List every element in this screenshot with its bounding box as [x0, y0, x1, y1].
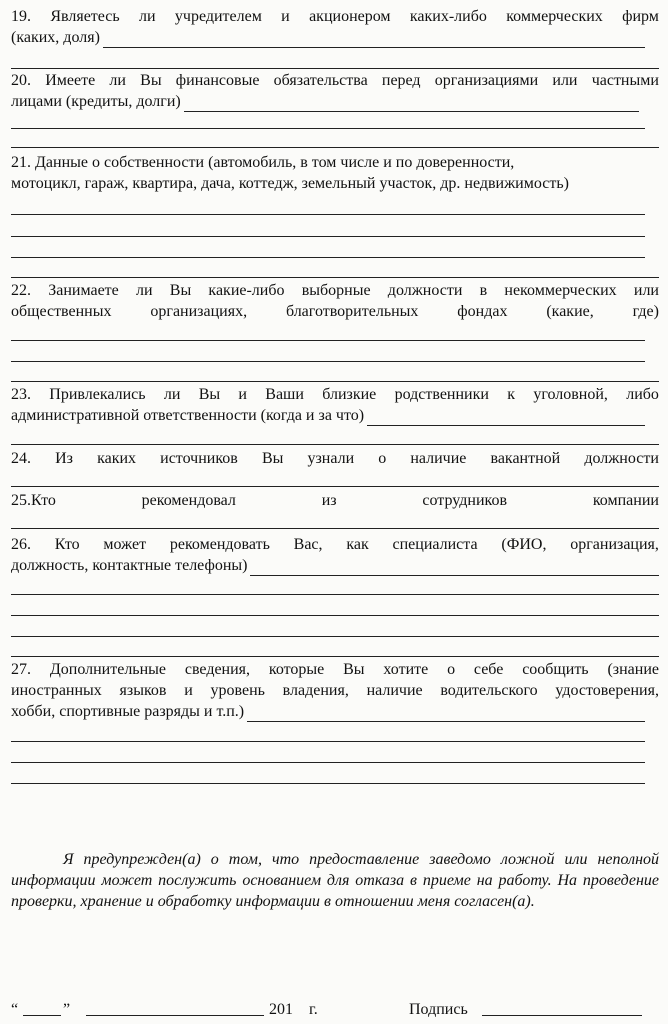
answer-21-line-1[interactable] — [11, 214, 645, 215]
answer-27-field[interactable] — [247, 706, 645, 722]
answer-27-line-2[interactable] — [11, 762, 645, 763]
question-27 — [11, 659, 659, 722]
consent-notice: Я предупрежден(а) о том, что предоставление заведомо ложной или неполной информации может послужить основанием для отказа в приеме на работу. На проведение проверки, хранение и обработку информации в отношении меня согласен(а). — [11, 851, 659, 910]
answer-19-line[interactable] — [11, 68, 659, 69]
date-day-field[interactable] — [23, 1015, 61, 1016]
question-21-line2: мотоцикл, гараж, квартира, дача, коттедж, земельный участок, др. недвижимость) — [11, 175, 569, 192]
question-26-line1: 26. Кто может рекомендовать Вас, как специалиста (ФИО, организация, — [11, 536, 659, 553]
question-27-line3: хобби, спортивные разряды и т.п.) — [11, 703, 245, 720]
answer-22-line-2[interactable] — [11, 361, 645, 362]
question-19-line2: (каких, доля) — [11, 29, 100, 46]
question-24: 24. Из каких источников Вы узнали о наличие вакантной должности — [11, 450, 659, 467]
answer-26-field[interactable] — [250, 560, 659, 576]
answer-21-line-4[interactable] — [11, 277, 659, 278]
date-open-quote: “ — [11, 1001, 19, 1018]
question-25: 25.Кто рекомендовал из сотрудников компании — [11, 492, 659, 509]
answer-27-line-1[interactable] — [11, 741, 645, 742]
question-21-line1: 21. Данные о собственности (автомобиль, в том числе и по доверенности, — [11, 154, 515, 171]
answer-23-line[interactable] — [11, 444, 659, 445]
question-20-line1: 20. Имеете ли Вы финансовые обязательства перед организациями или частными — [11, 72, 659, 89]
question-26 — [11, 534, 659, 576]
answer-21-line-2[interactable] — [11, 236, 645, 237]
date-close-quote: ” — [63, 1001, 71, 1018]
question-19-line1: 19. Являетесь ли учредителем и акционером каких-либо коммерческих фирм — [11, 8, 659, 25]
date-year: 201 — [269, 1001, 293, 1018]
answer-20-line-1[interactable] — [11, 128, 645, 129]
answer-19-field[interactable] — [103, 32, 645, 48]
question-23-line2: административной ответственности (когда и за что) — [11, 407, 365, 424]
question-22-line2: общественных организациях, благотворительных фондах (какие, где) — [11, 303, 659, 320]
question-27-line1: 27. Дополнительные сведения, которые Вы хотите о себе сообщить (знание — [11, 661, 659, 678]
question-22 — [11, 280, 659, 322]
answer-23-field[interactable] — [367, 410, 645, 426]
answer-27-line-3[interactable] — [11, 783, 645, 784]
answer-26-line-2[interactable] — [11, 615, 659, 616]
question-23 — [11, 384, 659, 426]
question-22-line1: 22. Занимаете ли Вы какие-либо выборные должности в некоммерческих или — [11, 282, 659, 299]
signature-row — [11, 997, 659, 1019]
question-23-line1: 23. Привлекались ли Вы и Ваши близкие родственники к уголовной, либо — [11, 386, 659, 403]
answer-20-line-2[interactable] — [11, 147, 659, 148]
question-20 — [11, 70, 659, 112]
question-19 — [11, 6, 659, 48]
question-20-line2: лицами (кредиты, долги) — [11, 93, 181, 110]
question-26-line2: должность, контактные телефоны) — [11, 557, 248, 574]
answer-22-line-3[interactable] — [11, 381, 659, 382]
question-27-line2: иностранных языков и уровень владения, наличие водительского удостоверения, — [11, 682, 659, 699]
signature-field[interactable] — [482, 1015, 642, 1016]
answer-21-line-3[interactable] — [11, 257, 645, 258]
answer-22-line-1[interactable] — [11, 340, 645, 341]
answer-26-line-4[interactable] — [11, 656, 659, 657]
answer-25-line[interactable] — [11, 528, 659, 529]
answer-26-line-3[interactable] — [11, 636, 659, 637]
signature-label: Подпись — [409, 1001, 468, 1018]
question-21 — [11, 152, 659, 194]
date-month-field[interactable] — [86, 1015, 264, 1016]
answer-24-line[interactable] — [11, 486, 659, 487]
answer-20-field[interactable] — [184, 96, 639, 112]
answer-26-line-1[interactable] — [11, 594, 659, 595]
date-year-suffix: г. — [309, 1001, 318, 1018]
